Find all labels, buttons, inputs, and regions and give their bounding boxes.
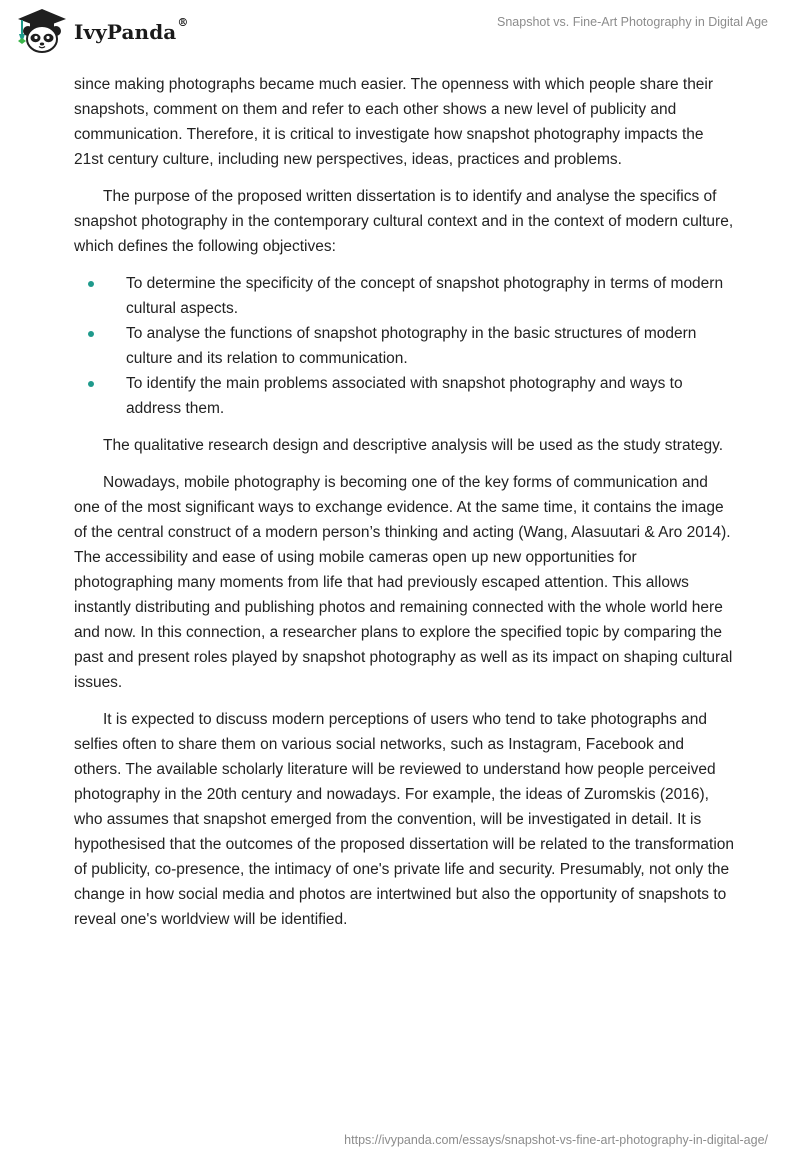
panda-logo-icon [14,8,70,54]
brand-name: IvyPanda® [74,16,189,44]
page-header [0,0,800,70]
bullet-dot-icon [88,381,94,387]
paragraph-5: It is expected to discuss modern perceptions of users who tend to take photographs and selfies often to share them on various social networks, such as Instagram, Facebook and others. The available scholarly literature will be reviewed to understand how people perceived photography in the 20th century and nowadays. For example, the ideas of Zuromskis (2016), who assumes that snapshot emerged from the convention, will be investigated in detail. It is hypothesised that the outcomes of the proposed dissertation will be related to the transformation of publicity, co-presence, the intimacy of one's private life and security. Presumably, not only the change in how social media and photos are intertwined but also the opportunity of snapshots to reveal one's worldview will be identified. [74,711,734,928]
list-item [74,321,734,371]
document-body [74,72,734,944]
paragraph-1: since making photographs became much easier. The openness with which people share their snapshots, comment on them and refer to each other shows a new level of publicity and communication. Therefore, it is critical to investigate how snapshot photography impacts the 21st century culture, including new perspectives, ideas, practices and problems. [74,76,714,168]
list-item [74,371,734,421]
bullet-dot-icon [88,281,94,287]
bullet-dot-icon [88,331,94,337]
list-item [74,271,734,321]
list-item-text: To identify the main problems associated with snapshot photography and ways to address them. [126,375,683,417]
brand-logo[interactable] [14,8,188,54]
paragraph-4: Nowadays, mobile photography is becoming one of the key forms of communication and one of the most significant ways to exchange evidence. At the same time, it contains the image of the central construct of a modern person’s thinking and acting (Wang, Alasuutari & Aro 2014). The accessibility and ease of using mobile cameras open up new opportunities for photographing many moments from life that had previously escaped attention. This allows instantly distributing and publishing photos and remaining connected with the whole world here and now. In this connection, a researcher plans to explore the specified topic by comparing the past and present roles played by snapshot photography as well as its impact on shaping cultural issues. [74,474,733,691]
list-item-text: To determine the specificity of the concept of snapshot photography in terms of modern cultural aspects. [126,275,724,317]
list-item-text: To analyse the functions of snapshot photography in the basic structures of modern culture and its relation to communication. [126,325,697,367]
paragraph-2: The purpose of the proposed written dissertation is to identify and analyse the specifics of snapshot photography in the contemporary cultural context and in the context of modern culture, which defines the following objectives: [74,188,734,255]
objectives-list [74,271,734,421]
paragraph-3: The qualitative research design and descriptive analysis will be used as the study strategy. [103,437,724,454]
document-title: Snapshot vs. Fine-Art Photography in Digital Age [497,15,768,29]
source-url-link[interactable]: https://ivypanda.com/essays/snapshot-vs-fine-art-photography-in-digital-age/ [344,1133,768,1147]
